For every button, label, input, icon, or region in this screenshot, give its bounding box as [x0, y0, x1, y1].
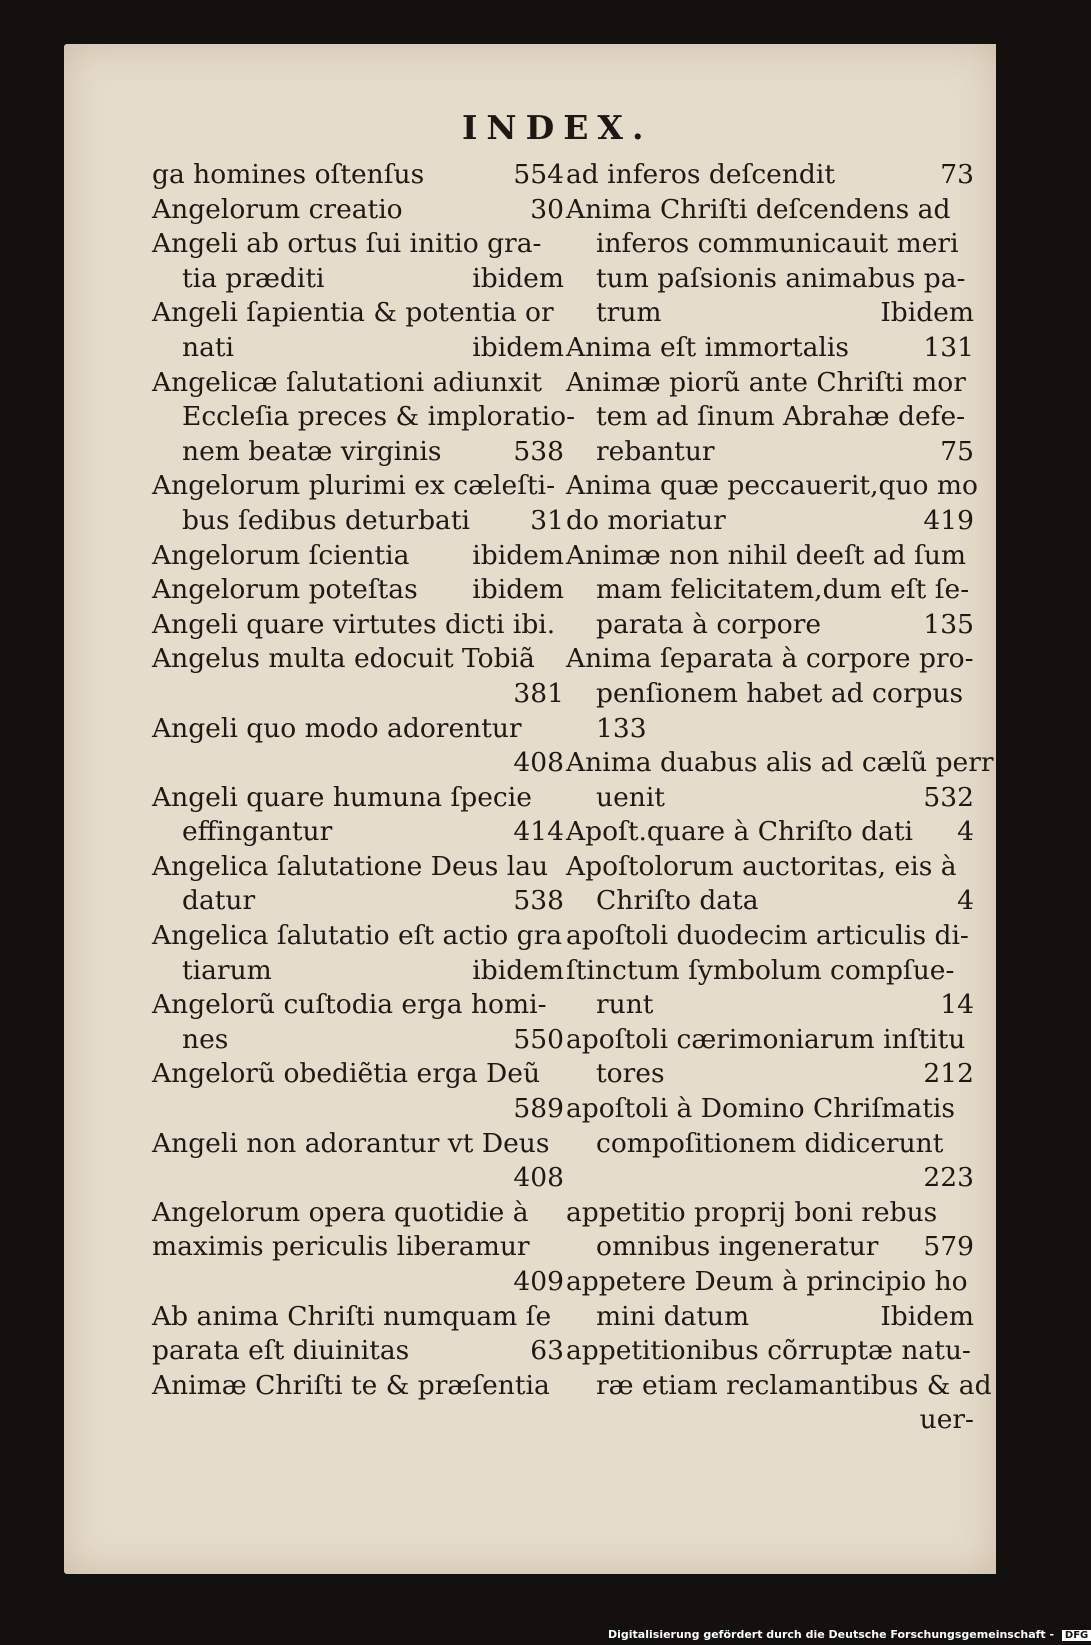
index-entry-text: nati: [182, 331, 234, 363]
index-entry-line: [566, 227, 974, 262]
index-entry-line: [566, 158, 974, 193]
index-page-ref: ibidem: [472, 539, 564, 571]
index-entry-line: [566, 1127, 974, 1162]
index-page-ref: 14: [940, 989, 974, 1021]
index-entry-text: penſionem habet ad corpus: [596, 677, 964, 709]
index-entry-text: Angeli ſapientia & potentia or: [152, 297, 554, 329]
index-entry-text: Angeli non adorantur vt Deus: [152, 1127, 550, 1159]
index-entry-text: nem beatæ virginis: [182, 435, 442, 467]
index-entry-line: [152, 781, 564, 816]
index-entry-line: [566, 193, 974, 228]
index-entry-text: omnibus ingeneratur: [596, 1231, 879, 1263]
index-entry-text: ga homines oſtenſus: [152, 159, 425, 190]
index-entry-line: [566, 815, 974, 850]
index-entry-line: [566, 746, 994, 781]
dfg-logo-badge: DFG: [1062, 1630, 1091, 1641]
index-entry-text: effingantur: [182, 816, 333, 848]
index-page-ref: ibidem: [472, 574, 564, 606]
index-entry-text: tores: [596, 1058, 665, 1090]
index-entry-text: Anima quæ peccauerit,quo mo: [566, 470, 978, 502]
index-page-ref: 31: [530, 504, 564, 536]
index-entry-line: [152, 158, 564, 193]
index-entry-text: uer-: [919, 1404, 974, 1436]
index-page-ref: 4: [957, 885, 974, 917]
index-page-ref: ibidem: [472, 954, 564, 986]
index-entry-line: [152, 1230, 564, 1265]
index-entry-text: inferos communicauit meri: [596, 228, 959, 260]
index-entry-line: [152, 1057, 564, 1092]
index-entry-text: Anima eſt immortalis: [566, 331, 849, 363]
index-entry-text: Chriſto data: [596, 885, 759, 917]
index-entry-line: [152, 988, 564, 1023]
index-entry-text: Animæ non nihil deeſt ad ſum: [566, 539, 967, 571]
index-entry-line: [152, 608, 564, 643]
index-entry-text: ad inferos deſcendit: [566, 159, 835, 190]
index-page-ref: 538: [513, 885, 564, 917]
index-entry-line: [566, 1196, 974, 1231]
index-entry-text: tem ad ſinum Abrahæ defe-: [596, 401, 966, 433]
index-entry-text: Angelicæ ſalutationi adiunxit: [152, 366, 543, 398]
index-entry-line: [566, 1057, 974, 1092]
index-entry-text: Angeli quare virtutes dicti ibi.: [152, 608, 556, 640]
index-entry-line: [152, 1092, 564, 1127]
index-entry-text: mam felicitatem,dum eſt ſe-: [596, 574, 970, 606]
index-entry-line: [566, 400, 974, 435]
index-entry-line: [566, 1092, 974, 1127]
index-page-ref: 532: [923, 781, 974, 813]
index-page-ref: 409: [513, 1266, 564, 1297]
index-entry-line: [566, 919, 974, 954]
index-entry-line: [566, 1403, 974, 1438]
index-entry-line: [152, 1161, 564, 1196]
index-entry-text: trum: [596, 297, 662, 329]
index-entry-text: tum paſsionis animabus pa-: [596, 262, 966, 294]
footer-credit-text: Digitalisierung gefördert durch die Deutsche Forschungsgemeinschaft -: [608, 1628, 1055, 1641]
index-column-right: [566, 158, 994, 1438]
index-entry-line: [152, 400, 576, 435]
index-entry-line: [566, 988, 974, 1023]
index-entry-line: [566, 366, 974, 401]
index-entry-line: [152, 1369, 564, 1404]
index-column-left: [152, 158, 576, 1403]
index-entry-text: mini datum: [596, 1300, 750, 1332]
index-entry-text: 133: [596, 712, 647, 744]
index-entry-line: [566, 1265, 974, 1300]
index-page-ref: 30: [530, 193, 564, 225]
index-entry-text: Angelorum opera quotidie à: [152, 1196, 529, 1228]
index-entry-line: [566, 1334, 974, 1369]
index-entry-line: [152, 331, 564, 366]
index-entry-text: ræ etiam reclamantibus & ad: [596, 1369, 992, 1401]
index-entry-text: parata à corpore: [596, 608, 822, 640]
index-entry-line: [152, 1196, 564, 1231]
index-entry-text: Angeli ab ortus ſui initio gra-: [152, 228, 542, 260]
index-entry-text: Angelorum poteſtas: [152, 574, 418, 606]
index-entry-text: apoſtoli duodecim articulis di-: [566, 920, 969, 952]
index-entry-line: [152, 884, 564, 919]
index-entry-line: [152, 642, 564, 677]
index-entry-line: [566, 539, 974, 574]
index-entry-line: [566, 469, 978, 504]
index-page-ref: 408: [513, 1162, 564, 1194]
index-page-ref: 538: [513, 435, 564, 467]
index-page-ref: 554: [513, 159, 564, 190]
index-entry-line: [566, 1161, 974, 1196]
index-entry-text: Ab anima Chriſti numquam ſe: [152, 1300, 552, 1332]
index-entry-line: [152, 366, 564, 401]
index-page-ref: 135: [923, 608, 974, 640]
index-entry-line: [152, 469, 564, 504]
page-header-index: INDEX.: [462, 108, 653, 147]
index-entry-line: [566, 1300, 974, 1335]
index-page-ref: 4: [957, 816, 974, 848]
index-entry-line: [566, 608, 974, 643]
index-entry-text: tiarum: [182, 954, 272, 986]
index-entry-line: [566, 435, 974, 470]
index-entry-text: bus ſedibus deturbati: [182, 504, 470, 536]
index-entry-line: [152, 850, 564, 885]
index-page-ref: 589: [513, 1093, 564, 1125]
index-entry-line: [152, 677, 564, 712]
index-entry-text: datur: [182, 885, 256, 917]
index-entry-text: Anima duabus alis ad cælũ perr: [566, 747, 994, 779]
index-page-ref: 414: [513, 816, 564, 848]
index-entry-text: Angeli quare humuna ſpecie: [152, 781, 532, 813]
index-page-ref: 419: [923, 504, 974, 536]
index-entry-text: maximis periculis liberamur: [152, 1231, 530, 1263]
index-entry-text: Angeli quo modo adorentur: [152, 712, 522, 744]
index-page-ref: 212: [923, 1058, 974, 1090]
index-entry-line: [152, 296, 564, 331]
index-entry-line: [152, 193, 564, 228]
index-entry-line: [566, 262, 974, 297]
index-entry-text: rebantur: [596, 435, 715, 467]
index-entry-line: [566, 296, 974, 331]
index-page-ref: ibidem: [472, 262, 564, 294]
index-entry-line: [152, 1334, 564, 1369]
index-entry-text: parata eſt diuinitas: [152, 1335, 410, 1367]
index-entry-text: uenit: [596, 781, 665, 813]
index-entry-text: apoſtoli cærimoniarum inſtitu: [566, 1023, 966, 1055]
index-entry-line: [152, 227, 564, 262]
index-page-ref: 550: [513, 1023, 564, 1055]
index-entry-text: Animæ piorũ ante Chriſti mor: [566, 366, 966, 398]
index-entry-line: [566, 331, 974, 366]
index-page-ref: 75: [940, 435, 974, 467]
index-entry-text: Anima ſeparata à corpore pro-: [566, 643, 974, 675]
index-entry-line: [152, 539, 564, 574]
index-entry-line: [566, 573, 974, 608]
index-entry-text: Apoſtolorum auctoritas, eis à: [566, 850, 957, 882]
index-page-ref: 223: [923, 1162, 974, 1194]
index-entry-text: runt: [596, 989, 654, 1021]
digitization-footer: [608, 1628, 1091, 1641]
index-entry-text: Angelorũ obediẽtia erga Deũ: [152, 1058, 541, 1090]
index-entry-line: [152, 1265, 564, 1300]
index-entry-line: [566, 884, 974, 919]
index-entry-text: Angelorum plurimi ex cæleſti-: [152, 470, 556, 502]
index-page-ref: 63: [530, 1335, 564, 1367]
index-entry-line: [566, 642, 974, 677]
index-entry-line: [152, 262, 564, 297]
index-entry-text: Angelica ſalutatione Deus lau: [152, 850, 549, 882]
index-entry-text: appetitio proprij boni rebus: [566, 1196, 938, 1228]
index-entry-text: nes: [182, 1023, 229, 1055]
index-entry-text: Angelorũ cuſtodia erga homi-: [152, 989, 547, 1021]
index-page-ref: Ibidem: [880, 1300, 974, 1332]
index-entry-text: appetitionibus cõrruptæ natu-: [566, 1335, 971, 1367]
index-page-ref: 408: [513, 747, 564, 779]
index-entry-text: Angelorum ſcientia: [152, 539, 410, 571]
index-entry-line: [152, 712, 564, 747]
index-entry-line: [152, 1300, 564, 1335]
index-entry-text: compoſitionem didicerunt: [596, 1127, 944, 1159]
index-entry-text: Eccleſia preces & imploratio-: [182, 401, 576, 433]
index-entry-line: [566, 850, 974, 885]
index-page-ref: Ibidem: [880, 297, 974, 329]
index-entry-line: [566, 1023, 974, 1058]
index-entry-line: [152, 815, 564, 850]
index-entry-line: [152, 1023, 564, 1058]
index-entry-text: Angelus multa edocuit Tobiã: [152, 643, 535, 675]
index-page-ref: 131: [923, 331, 974, 363]
index-entry-text: Anima Chriſti deſcendens ad: [566, 193, 951, 225]
index-entry-line: [566, 954, 974, 989]
index-entry-text: do moriatur: [566, 504, 726, 536]
index-entry-line: [152, 1127, 564, 1162]
index-entry-text: apoſtoli à Domino Chriſmatis: [566, 1093, 955, 1125]
index-entry-text: ſtinctum ſymbolum compſue-: [566, 954, 955, 986]
index-entry-line: [152, 504, 564, 539]
index-page-ref: 381: [513, 677, 564, 709]
index-entry-text: Angelica ſalutatio eſt actio gra: [152, 920, 563, 952]
index-entry-line: [152, 919, 564, 954]
index-entry-line: [566, 504, 974, 539]
index-entry-text: appetere Deum à principio ho: [566, 1266, 968, 1297]
index-entry-line: [566, 712, 974, 747]
index-page-ref: ibidem: [472, 331, 564, 363]
index-entry-text: Apoſt.quare à Chriſto dati: [566, 816, 913, 848]
index-entry-line: [566, 1369, 992, 1404]
index-entry-line: [566, 781, 974, 816]
index-entry-line: [566, 677, 974, 712]
index-entry-line: [152, 435, 564, 470]
index-entry-text: Animæ Chriſti te & præſentia: [152, 1369, 550, 1401]
index-entry-line: [152, 573, 564, 608]
index-entry-line: [152, 746, 564, 781]
index-entry-line: [152, 954, 564, 989]
index-page-ref: 73: [940, 159, 974, 190]
index-page-ref: 579: [923, 1231, 974, 1263]
index-entry-line: [566, 1230, 974, 1265]
index-entry-text: tia præditi: [182, 262, 325, 294]
index-entry-text: Angelorum creatio: [152, 193, 403, 225]
